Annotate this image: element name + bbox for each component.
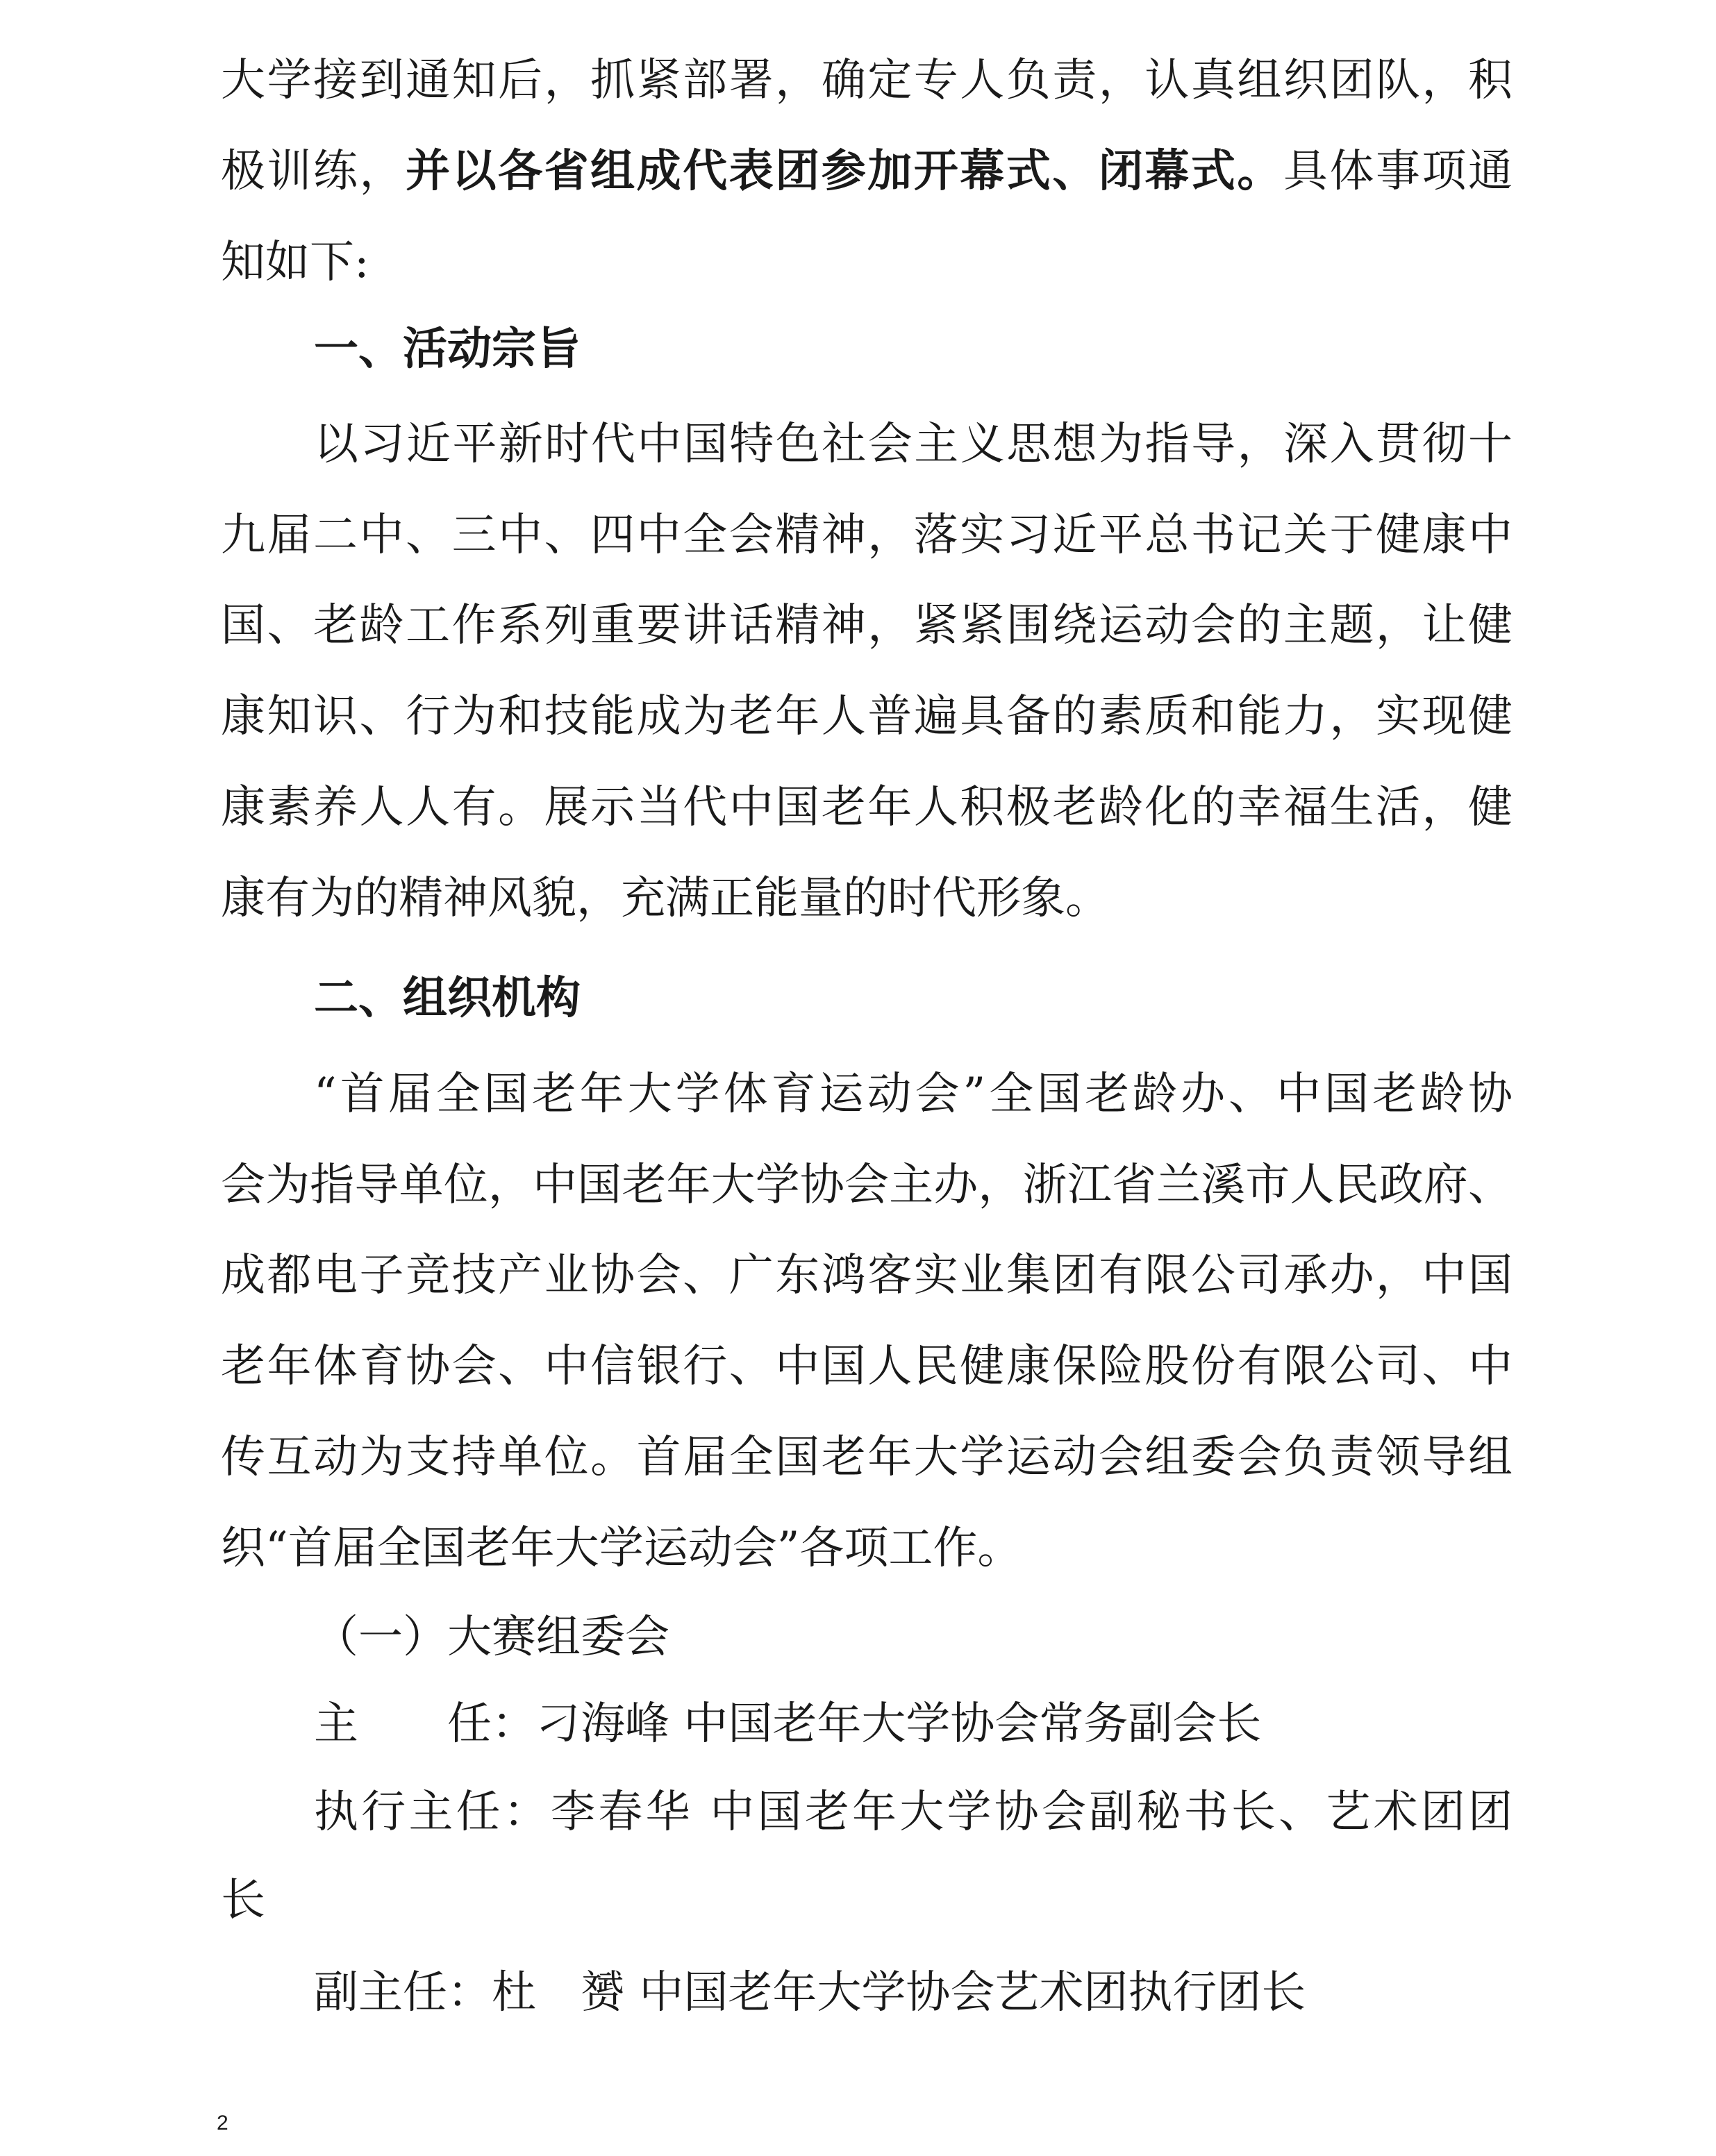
- section1-line-5: 康素养人人有。展示当代中国老年人积极老龄化的幸福生活，健: [221, 782, 1513, 833]
- section1-line-3: 国、老龄工作系列重要讲话精神，紧紧围绕运动会的主题，让健: [221, 600, 1513, 651]
- intro-line-2: [221, 144, 1513, 199]
- executive-chair: 执行主任：李春华 中国老年大学协会副秘书长、艺术团团: [314, 1787, 1513, 1838]
- intro-line-2-suffix: 具体事项通: [1283, 146, 1513, 197]
- intro-line-3: 知如下:: [221, 237, 369, 288]
- section1-line-4: 康知识、行为和技能成为老年人普遍具备的素质和能力，实现健: [221, 691, 1513, 742]
- committee-chair: 主 任：刁海峰 中国老年大学协会常务副会长: [314, 1698, 1262, 1750]
- intro-line-1: 大学接到通知后，抓紧部署，确定专人负责，认真组织团队，积: [221, 55, 1513, 106]
- section-heading-1: 一、活动宗旨: [314, 324, 581, 375]
- section2-line-4: 老年体育协会、中信银行、中国人民健康保险股份有限公司、中: [221, 1341, 1513, 1392]
- section1-line-1: 以习近平新时代中国特色社会主义思想为指导，深入贯彻十: [314, 419, 1513, 470]
- deputy-chair: 副主任：杜 赟 中国老年大学协会艺术团执行团长: [314, 1967, 1306, 2019]
- section2-line-3: 成都电子竞技产业协会、广东鸿客实业集团有限公司承办，中国: [221, 1250, 1513, 1301]
- section1-line-2: 九届二中、三中、四中全会精神，落实习近平总书记关于健康中: [221, 510, 1513, 561]
- intro-line-2-prefix: 极训练，: [221, 146, 406, 197]
- executive-chair-continuation: 长: [221, 1875, 265, 1926]
- section2-line-2: 会为指导单位，中国老年大学协会主办，浙江省兰溪市人民政府、: [221, 1160, 1513, 1211]
- page-number: 2: [217, 2112, 228, 2134]
- intro-line-2-bold: 并以各省组成代表团参加开幕式、闭幕式。: [406, 145, 1283, 197]
- section2-line-6: 织“首届全国老年大学运动会”各项工作。: [221, 1523, 1022, 1574]
- section2-line-1: “首届全国老年大学体育运动会”全国老龄办、中国老龄协: [314, 1069, 1513, 1120]
- section-heading-2: 二、组织机构: [314, 973, 581, 1024]
- section1-line-6: 康有为的精神风貌，充满正能量的时代形象。: [221, 873, 1110, 924]
- section2-line-5: 传互动为支持单位。首届全国老年大学运动会组委会负责领导组: [221, 1432, 1513, 1483]
- subsection-heading: （一）大赛组委会: [314, 1612, 669, 1663]
